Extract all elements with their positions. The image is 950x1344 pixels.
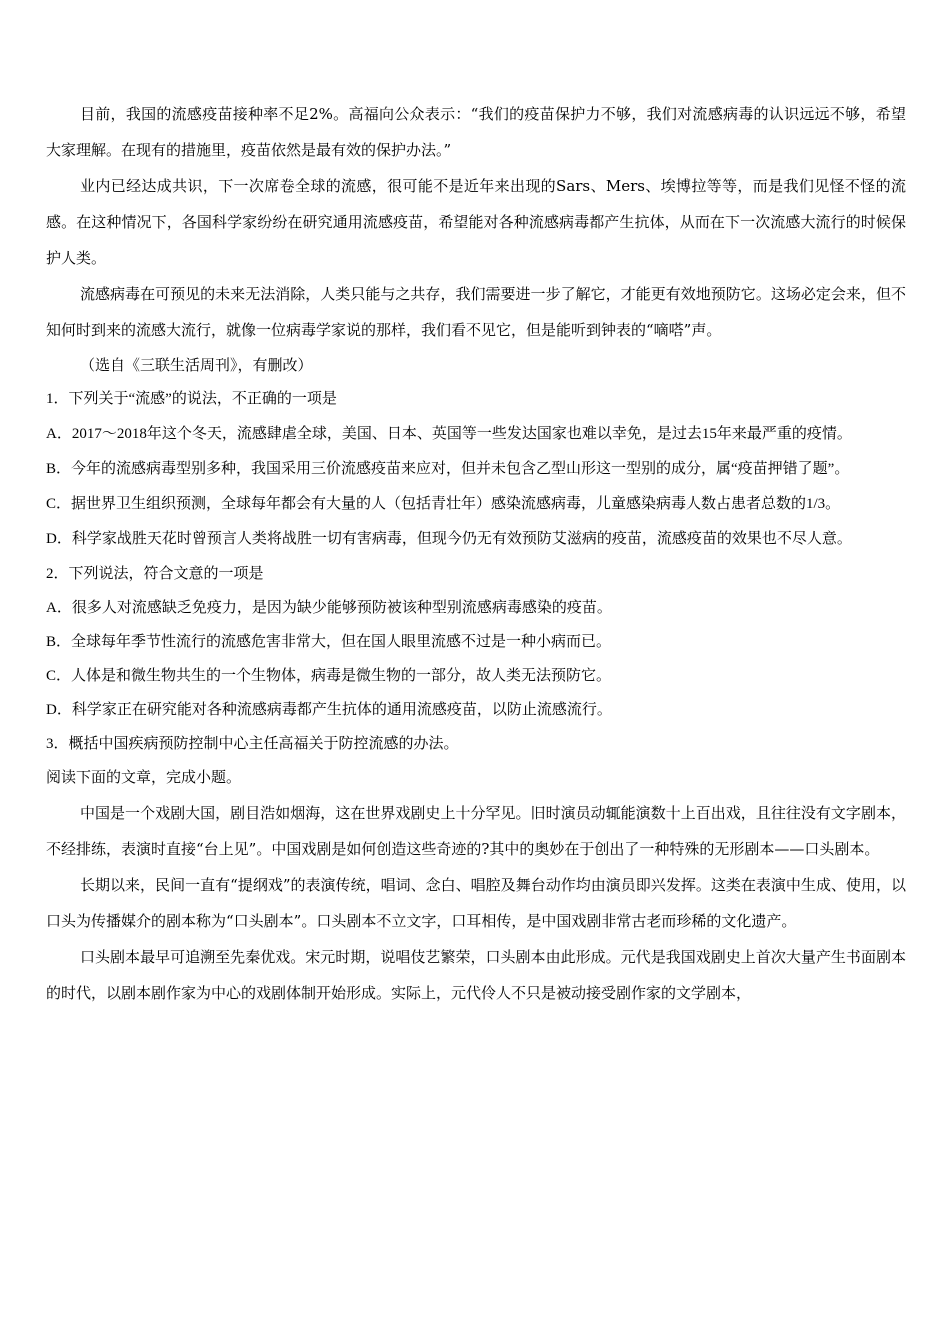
question-1-option-d: D．科学家战胜天花时曾预言人类将战胜一切有害病毒，但现今仍无有效预防艾滋病的疫苗，流感疫苗的效果也不尽人意。 [46, 531, 852, 547]
passage1-source: （选自《三联生活周刊》，有删改） [80, 356, 313, 374]
passage2-paragraph-3: 口头剧本最早可追溯至先秦优戏。宋元时期，说唱伎艺繁荣，口头剧本由此形成。元代是我国戏剧史上首次大量产生书面剧本的时代，以剧本剧作家为中心的戏剧体制开始形成。实际上，元代伶人不只是被动接受剧作家的文学剧本， [46, 948, 906, 1002]
passage1-paragraph-3: 流感病毒在可预见的未来无法消除，人类只能与之共存，我们需要进一步了解它，才能更有效地预防它。这场必定会来，但不知何时到来的流感大流行，就像一位病毒学家说的那样，我们看不见它，但是能听到钟表的“嘀嗒”声。 [46, 285, 906, 339]
question-3-stem: 3．概括中国疾病预防控制中心主任高福关于防控流感的办法。 [46, 736, 459, 752]
question-1-option-c: C．据世界卫生组织预测，全球每年都会有大量的人（包括青壮年）感染流感病毒，儿童感染病毒人数占患者总数的1/3。 [46, 496, 841, 512]
question-2-stem: 2．下列说法，符合文意的一项是 [46, 566, 264, 582]
passage1-paragraph-1: 目前，我国的流感疫苗接种率不足2%。高福向公众表示：“我们的疫苗保护力不够，我们对流感病毒的认识远远不够，希望大家理解。在现有的措施里，疫苗依然是最有效的保护办法。” [46, 105, 906, 159]
passage2-paragraph-1: 中国是一个戏剧大国，剧目浩如烟海，这在世界戏剧史上十分罕见。旧时演员动辄能演数十上百出戏，且往往没有文字剧本，不经排练，表演时直接“台上见”。中国戏剧是如何创造这些奇迹的?其中的奥妙在于创出了一种特殊的无形剧本——口头剧本。 [46, 804, 906, 858]
question-1-stem: 1．下列关于“流感”的说法，不正确的一项是 [46, 391, 337, 407]
document-page [46, 96, 906, 1011]
passage2-intro: 阅读下面的文章，完成小题。 [46, 770, 242, 786]
question-2-option-b: B．全球每年季节性流行的流感危害非常大，但在国人眼里流感不过是一种小病而已。 [46, 634, 612, 650]
question-2-option-a: A．很多人对流感缺乏免疫力，是因为缺少能够预防被该种型别流感病毒感染的疫苗。 [46, 600, 612, 616]
passage1-paragraph-2: 业内已经达成共识，下一次席卷全球的流感，很可能不是近年来出现的Sars、Mers、埃博拉等等，而是我们见怪不怪的流感。在这种情况下，各国科学家纷纷在研究通用流感疫苗，希望能对各种流感病毒都产生抗体，从而在下一次流感大流行的时候保护人类。 [46, 177, 906, 267]
passage2-paragraph-2: 长期以来，民间一直有“提纲戏”的表演传统，唱词、念白、唱腔及舞台动作均由演员即兴发挥。这类在表演中生成、使用，以口头为传播媒介的剧本称为“口头剧本”。口头剧本不立文字，口耳相传，是中国戏剧非常古老而珍稀的文化遗产。 [46, 876, 906, 930]
question-2-option-d: D．科学家正在研究能对各种流感病毒都产生抗体的通用流感疫苗，以防止流感流行。 [46, 702, 612, 718]
question-1-option-a: A．2017～2018年这个冬天，流感肆虐全球，美国、日本、英国等一些发达国家也难以幸免，是过去15年来最严重的疫情。 [46, 426, 852, 442]
question-1-option-b: B．今年的流感病毒型别多种，我国采用三价流感疫苗来应对，但并未包含乙型山形这一型别的成分，属“疫苗押错了题”。 [46, 461, 850, 477]
question-2-option-c: C．人体是和微生物共生的一个生物体，病毒是微生物的一部分，故人类无法预防它。 [46, 668, 612, 684]
